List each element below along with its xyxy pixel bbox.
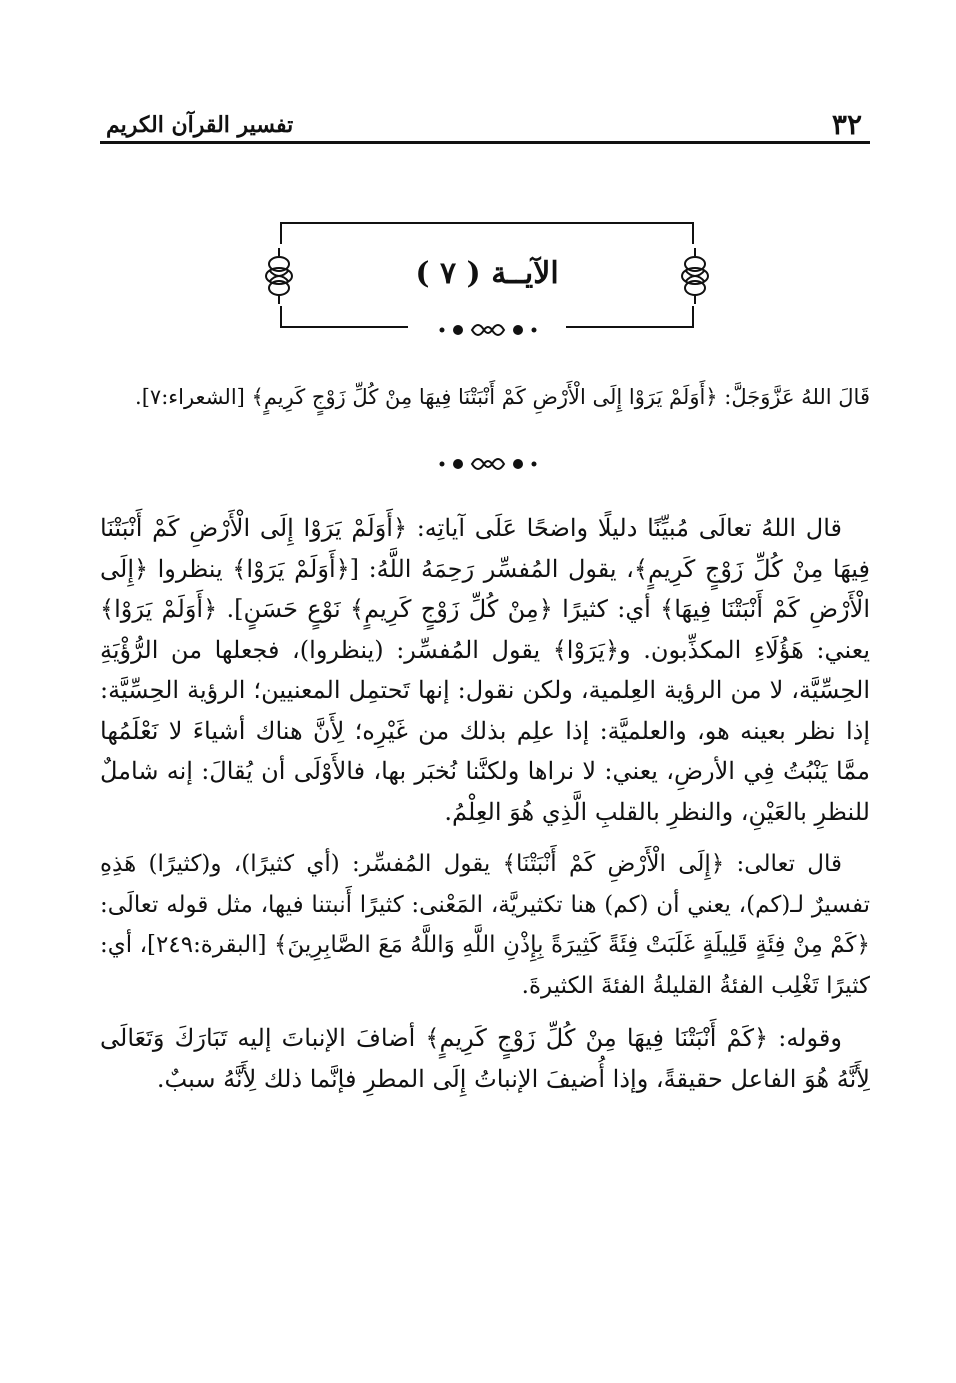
- frame-bottom-right-line: [566, 326, 694, 328]
- frame-right-tick: [692, 222, 694, 244]
- header-rule: [100, 141, 870, 144]
- paragraph: قال تعالى: ﴿إِلَى الْأَرْضِ كَمْ أَنْبَتْنَا﴾ يقول المُفسِّر: (أي كثيرًا)، و(كثيرًا) هَذِهِ تفسيرٌ لـ(كم)، يعني أن (كم) هنا تكثيريَّة، المَعْنى: كثيرًا أَنبتنا فيها، مثل قوله تعالَى: ﴿كَمْ مِنْ فِئَةٍ قَلِيلَةٍ غَلَبَتْ فِئَةً كَثِيرَةً بِإِذْنِ اللَّهِ وَاللَّهُ مَعَ الصَّابِرِينَ﴾ [البقرة:٢٤٩]، أي: كثيرًا تَغْلِب الفئةُ القليلةُ الفئةَ الكثيرةَ.: [100, 851, 870, 999]
- frame-left-tick: [280, 222, 282, 244]
- aya-heading: الآيــة ( ٧ ): [415, 256, 559, 291]
- frame-left-bottom-tick: [280, 306, 282, 328]
- paragraph: قال اللهُ تعالَى مُبيِّنًا دليلًا واضحًا عَلَى آياتِه: ﴿أَوَلَمْ يَرَوْا إِلَى الْأَرْضِ كَمْ أَنْبَتْنَا فِيهَا مِنْ كُلِّ زَوْجٍ كَرِيمٍ﴾، يقول المُفسِّر رَحِمَهُ اللَّهُ: [﴿أَوَلَمْ يَرَوْا﴾ ينظروا ﴿إِلَى الْأَرْضِ كَمْ أَنْبَتْنَا فِيهَا﴾ أي: كثيرًا ﴿مِنْ كُلِّ زَوْجٍ كَرِيمٍ﴾ نَوْعٍ حَسَنٍ]. ﴿أَوَلَمْ يَرَوْا﴾ يعني: هَؤُلَاءِ المكذِّبون. و﴿يَرَوْا﴾ يقول المُفسِّر: (ينظروا)، فجعلها من الرُّؤْيَةِ الحِسِّيَّة، لا من الرؤية العِلمية، ولكن نقول: إنها تَحتمِل المعنيين؛ الرؤية الحِسِّيَّة: إذا نظر بعينه هو، والعلميَّة: إذا علِم بذلك من غَيْرِه؛ لِأَنَّ هناك أشياءَ لا نَعْلَمُها ممَّا يَنْبُتُ فِي الأرضِ، يعني: لا نراها ولكنَّنا نُخبَر بها، فالأَوْلَى أن يُقالَ: إنه شاملٌ للنظرِ بالعَيْنِ، والنظرِ بالقلبِ الَّذِي هُوَ العِلْمُ.: [100, 514, 871, 826]
- frame-top-line: [280, 222, 694, 224]
- commentary-body: [100, 508, 870, 1111]
- page-number: ٣٢: [831, 108, 862, 141]
- aya-heading-frame: [280, 222, 694, 328]
- frame-bottom-left-line: [280, 326, 408, 328]
- dot-ornament-icon: [428, 318, 548, 342]
- dot-ornament-icon: [428, 452, 548, 476]
- running-header: [100, 108, 870, 140]
- book-title: تفسير القرآن الكريم: [106, 112, 294, 138]
- paragraph: وقوله: ﴿كَمْ أَنْبَتْنَا فِيهَا مِنْ كُلِّ زَوْجٍ كَرِيمٍ﴾ أضافَ الإنباتَ إليه تَبَارَكَ وَتَعَالَى لِأَنَّهُ هُوَ الفاعل حقيقةً، وإذا أُضيفَ الإنباتُ إِلَى المطرِ فإنَّما ذلك لِأَنَّهُ سببٌ.: [100, 1024, 870, 1093]
- verse-text: قَالَ اللهُ عَزَّوَجَلَّ: ﴿أَوَلَمْ يَرَوْا إِلَى الْأَرْضِ كَمْ أَنْبَتْنَا فِيهَا مِنْ كُلِّ زَوْجٍ كَرِيمٍ﴾ [الشعراء:٧].: [135, 385, 870, 409]
- frame-right-bottom-tick: [692, 306, 694, 328]
